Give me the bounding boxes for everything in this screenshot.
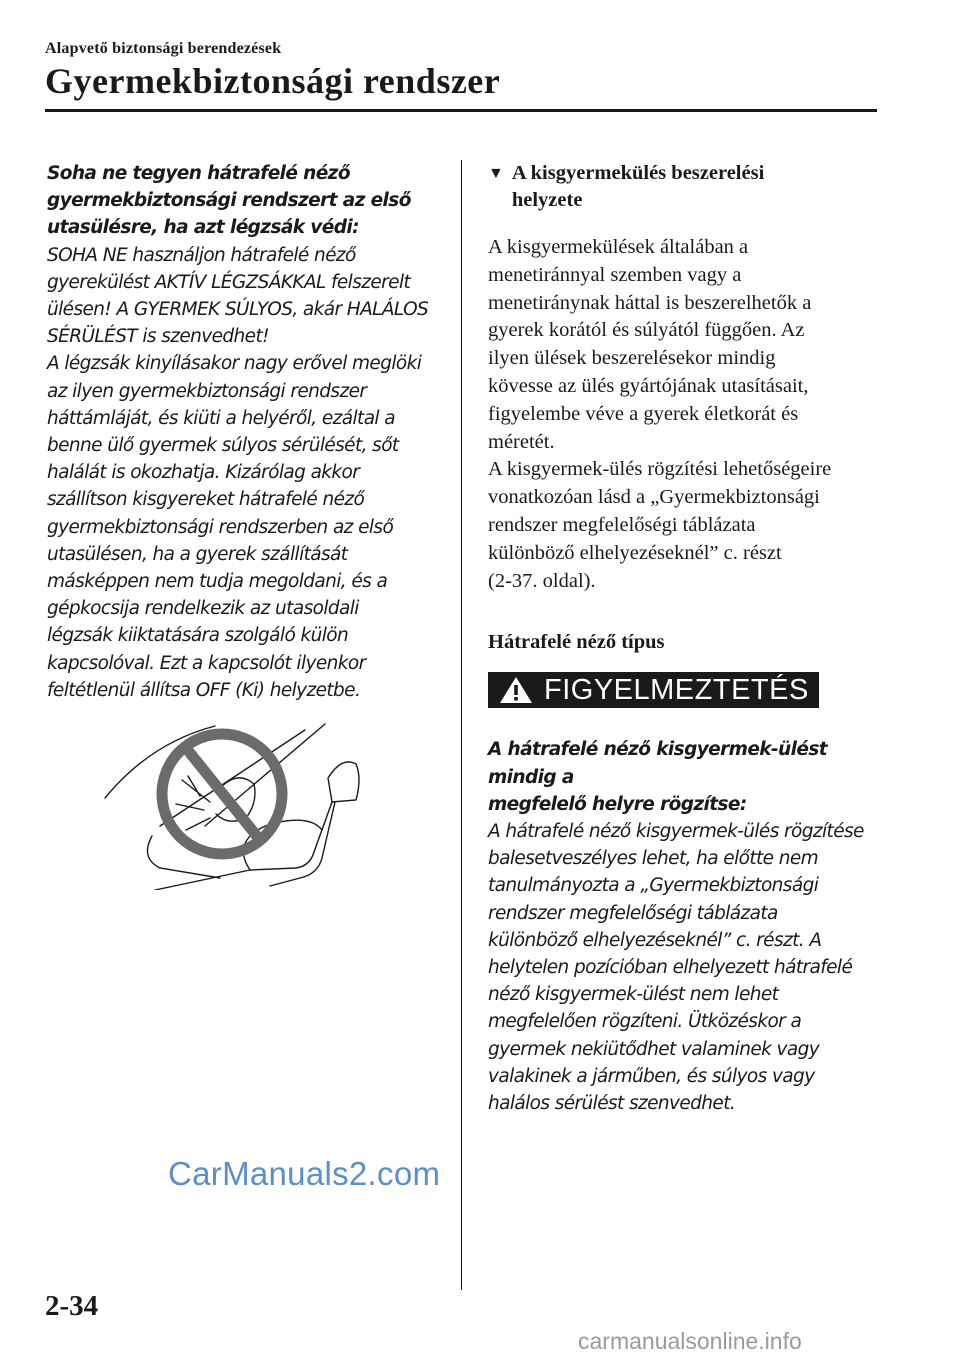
- rear-facing-type-heading: Hátrafelé néző típus: [488, 631, 665, 654]
- airbag-warning-title: Soha ne tegyen hátrafelé néző gyermekbiztonsági rendszert az első utasülésre, ha azt légzsák védi:: [47, 163, 411, 239]
- rear-facing-warning-text: A hátrafelé néző kisgyermek-ülés rögzítése balesetveszélyes lehet, ha előtte nem tanulmányozta a „Gyermekbiztonsági rendszer megfelelőségi táblázata különböző elhelyezéseknél” c. részt. A helytelen pozícióban elhelyezett hátrafelé néző kisgyermek-ülést nem lehet megfelelően rögzíteni. Ütközéskor a gyermek nekiütődhet valaminek vagy valakinek a járműben, és súlyos vagy halálos sérülést szenvedhet.: [488, 820, 864, 1114]
- section-title: Gyermekbiztonsági rendszer: [45, 61, 501, 101]
- running-head: Alapvető biztonsági berendezések: [45, 40, 282, 57]
- rear-facing-warning-title: A hátrafelé néző kisgyermek-ülést mindig a megfelelő helyre rögzítse:: [488, 739, 827, 815]
- watermark: CarManuals2.com: [168, 1155, 441, 1192]
- installation-body-text: A kisgyermekülések általában a menetiránnyal szemben vagy a menetiránynak háttal is beszerelhetők a gyerek korától és súlyától függően. Az ilyen ülések beszerelésekor mindig kövesse az ülés gyártójának utasításait, figyelembe véve a gyerek életkorát és méretét. A kisgyermek-ülés rögzítési lehetőségeire vonatkozóan lásd a „Gyermekbiztonsági rendszer megfelelőségi táblázata különböző elhelyezéseknél” c. részt (2-37. oldal).: [488, 236, 832, 592]
- rear-facing-warning: [488, 736, 880, 1117]
- warning-badge: [488, 672, 819, 708]
- column-divider: [461, 160, 462, 1290]
- footer-source-url: carmanualsonline.info: [578, 1328, 802, 1354]
- airbag-warning-text: SOHA NE használjon hátrafelé néző gyerekülést AKTÍV LÉGZSÁKKAL felszerelt ülésen! A GYERMEK SÚLYOS, akár HALÁLOS SÉRÜLÉST is szenvedhet! A légzsák kinyílásakor nagy erővel meglöki az ilyen gyermekbiztonsági rendszer háttámláját, és kiüti a helyéről, ezáltal a benne ülő gyermek súlyos sérülését, sőt halálát is okozhatja. Kizárólag akkor szállítson kisgyereket hátrafelé néző gyermekbiztonsági rendszerben az első utasülésen, ha a gyerek szállítását másképpen nem tudja megoldani, és a gépkocsija rendelkezik az utasoldali légzsák kiiktatására szolgáló külön kapcsolóval. Ezt a kapcsolót ilyenkor feltétlenül állítsa OFF (Ki) helyzetbe.: [47, 244, 429, 701]
- subsection-heading: [488, 160, 880, 214]
- no-rear-facing-seat-with-airbag-illustration: [100, 718, 360, 890]
- page-number: 2-34: [45, 1290, 99, 1322]
- title-rule: [45, 109, 877, 112]
- subsection-title: A kisgyermekülés beszerelési helyzete: [511, 162, 765, 211]
- warning-triangle-icon: [498, 675, 534, 705]
- warning-label: FIGYELMEZTETÉS: [544, 674, 809, 707]
- right-column: [488, 160, 880, 1117]
- triangle-down-icon: ▼: [488, 165, 504, 182]
- left-column: [47, 160, 447, 704]
